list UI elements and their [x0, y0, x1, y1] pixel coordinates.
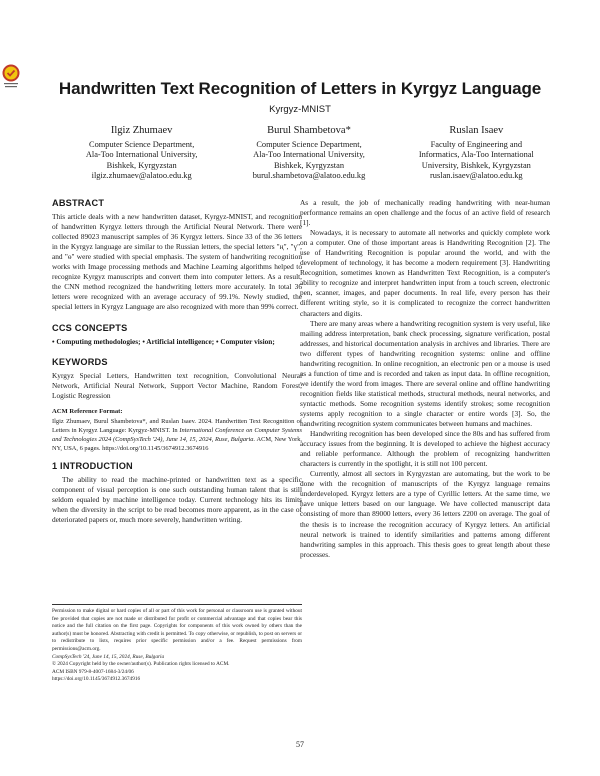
author-name: Ilgiz Zhumaev [110, 125, 173, 136]
right-column [300, 198, 550, 560]
author-block [58, 126, 560, 182]
paper-title: Handwritten Text Recognition of Letters in Kyrgyz Language [58, 79, 542, 98]
permission-footnote [52, 604, 302, 684]
ccs-heading: CCS CONCEPTS [52, 322, 128, 333]
paper-subtitle: Kyrgyz-MNIST [269, 104, 331, 115]
author-affiliation: Faculty of Engineering and [430, 139, 523, 149]
author-affiliation: Computer Science Department, [88, 139, 195, 149]
author-affiliation: Ala-Too International University, [253, 150, 365, 160]
author-location: Bishkek, Kyrgyzstan [106, 160, 177, 170]
author-affiliation: Computer Science Department, [256, 139, 362, 149]
body-paragraph: There are many areas where a handwriting recognition system is very useful, like mailing address interpretation, bank check processing, signature verification, postal addresses, and historical documentation analysis in archives and libraries. There are two different types of handwriting recognition systems: online and offline handwriting recognition. In online recognition, an electronic pen or a mouse is used as a function of time and is recorded and taken as input data. In offline recognition, we identify the word from images. There are several online and offline handwriting recognition fields like statistical methods, structural methods, neural networks, and syntactic methods. Some recognition systems identify strokes; some recognition systems apply recognition to a single character or entire words [3]. So, the handwriting recognition system communicates between humans and machines. [300, 318, 550, 429]
conference-line: CompSysTech '24, June 14, 15, 2024, Ruse, Bulgaria [52, 653, 165, 660]
ccs-concepts-text: • Computing methodologies; • Artificial intelligence; • Computer vision; [52, 336, 275, 346]
introduction-paragraph: The ability to read the machine-printed or handwritten text as a specific component of visual perception is one such outstanding human talent that is still seldom equaled by machine intelligence today. Current technology hits its limits when the diversity in the script to be read becomes more apparent, as in the case of deteriorated papers or, much more severely, handwritten writing. [52, 474, 302, 525]
body-paragraph: As a result, the job of mechanically reading handwriting with near-human performance remains an open challenge and the focus of an active field of research [1]. [300, 198, 550, 228]
body-paragraph: Handwriting recognition has been developed since the 80s and has suffered from accuracy issues from the beginning. It is developed to achieve the highest accuracy and reliable performance. Although the problem of recognizing handwritten characters is currently in the spotlight, it is still not 100 percent. [300, 429, 550, 469]
permission-text: Permission to make digital or hard copies of all or part of this work for personal or classroom use is granted without fee provided that copies are not made or distributed for profit or commercial advantage and that copies bear this notice and the full citation on the first page. Copyrights for components of this work owned by others than the author(s) must be honored. Abstracting with credit is permitted. To copy otherwise, or republish, to post on servers or to redistribute to lists, requires prior specific permission and/or a fee. Request permissions from permissions@acm.org. [52, 608, 302, 652]
ccs-concepts [52, 337, 302, 347]
left-column [52, 198, 302, 525]
author-email[interactable]: ruslan.isaev@alatoo.edu.kg [430, 171, 523, 181]
author-affiliation: Informatics, Ala-Too International [418, 150, 534, 160]
keywords-heading: KEYWORDS [52, 356, 108, 367]
body-paragraph: Nowadays, it is necessary to automate all networks and quickly complete work on a computer. One of those important areas is Handwriting Recognition [2]. The use of Handwriting Recognition is popular around the world, and with the development of technology, it has become a modern requirement [3]. Handwriting Recognition, sometimes known as Handwritten Text Recognition, is a computer's ability to recognize and interpret handwritten input from a touch screen, electronic pen, scanner, images, and paper documents. In real life, every person has their different writing style, so it is complicated to recognize the correct handwritten characters and digits. [300, 228, 550, 318]
author-location: University, Bishkek, Kyrgyzstan [421, 160, 531, 170]
acm-reference-text [52, 417, 302, 453]
author-email[interactable]: ilgiz.zhumaev@alatoo.edu.kg [91, 171, 192, 181]
introduction-heading: 1 INTRODUCTION [52, 460, 133, 471]
author-affiliation: Ala-Too International University, [85, 150, 198, 160]
isbn-line: ACM ISBN 979-8-4007-1684-3/24/06 [52, 668, 134, 675]
author-1 [58, 126, 225, 182]
author-2 [225, 126, 392, 182]
author-location: Bishkek, Kyrgyzstan [273, 160, 345, 170]
author-email[interactable]: burul.shambetova@alatoo.edu.kg [252, 171, 366, 181]
page-number: 57 [296, 740, 304, 749]
acm-reference-venue: International Conference on Computer Systems and Technologies 2024 (CompSysTech '24), June 14, 15, 2024, Ruse, Bulgaria. [52, 426, 302, 443]
author-3 [393, 126, 560, 182]
check-for-updates-badge-icon [2, 64, 20, 94]
acm-reference-part: Ilgiz Zhumaev, Burul Shambetova*, and Ruslan Isaev. 2024. Handwritten Text Recognition of Letters in Kyrgyz Language: Kyrgyz-MNIST. In [52, 417, 302, 434]
author-name: Burul Shambetova* [267, 125, 351, 136]
author-name: Ruslan Isaev [449, 125, 504, 136]
abstract-heading: ABSTRACT [52, 198, 105, 208]
doi-link[interactable]: https://doi.org/10.1145/3674912.3674916 [52, 676, 141, 683]
body-paragraph: Currently, almost all sectors in Kyrgyzstan are automating, but the work to be done with the recognition of manuscripts of the Kyrgyz language remains underdeveloped. Kyrgyz letters are a type of Cyrillic letters. At the same time, we have unique letters based on our language. We have collected manuscript data consisting of more than 89000 letters, every 36 letters 2200 on average. The goal of the thesis is to increase the recognition accuracy of Kyrgyz letters. An artificial neural network is trained to identify similarities and patterns among different handwriting samples in this approach. This thesis goes to great length about these processes. [300, 469, 550, 559]
copyright-line: © 2024 Copyright held by the owner/author(s). Publication rights licensed to ACM. [52, 661, 230, 668]
acm-reference-heading: ACM Reference Format: [52, 407, 123, 415]
acm-reference-part: ACM, New York, NY, USA, 6 pages. https://doi.org/10.1145/3674912.3674916 [52, 435, 302, 452]
keywords-text: Kyrgyz Special Letters, Handwritten text recognition, Convolutional Neural Network, Artificial Neural Network, Support Vector Machine, Random Forest, Logistic Regression [52, 370, 302, 400]
abstract-text: This article deals with a new handwritten dataset, Kyrgyz-MNIST, and recognition of handwritten Kyrgyz letters through the Artificial Neural Network. There were collected 89023 manuscript samples of 36 Kyrgyz letters. Since 33 of the 36 letters in the Kyrgyz language are similar to the Russian letters, the special letters "ң", "ү", and "ө" were studied with special emphasis. The system of handwriting recognition works with Image processing methods and Machine Learning algorithms helped to recognize Kyrgyz manuscripts and convert them into computer letters. As a result, the CNN method recognized the handwriting letters more accurately. In total 36 letters were recognized with an average accuracy of 99.1%. Newly studied, the special letters in Kyrgyz Language are also recognized with more than 99% correct. [52, 212, 302, 312]
